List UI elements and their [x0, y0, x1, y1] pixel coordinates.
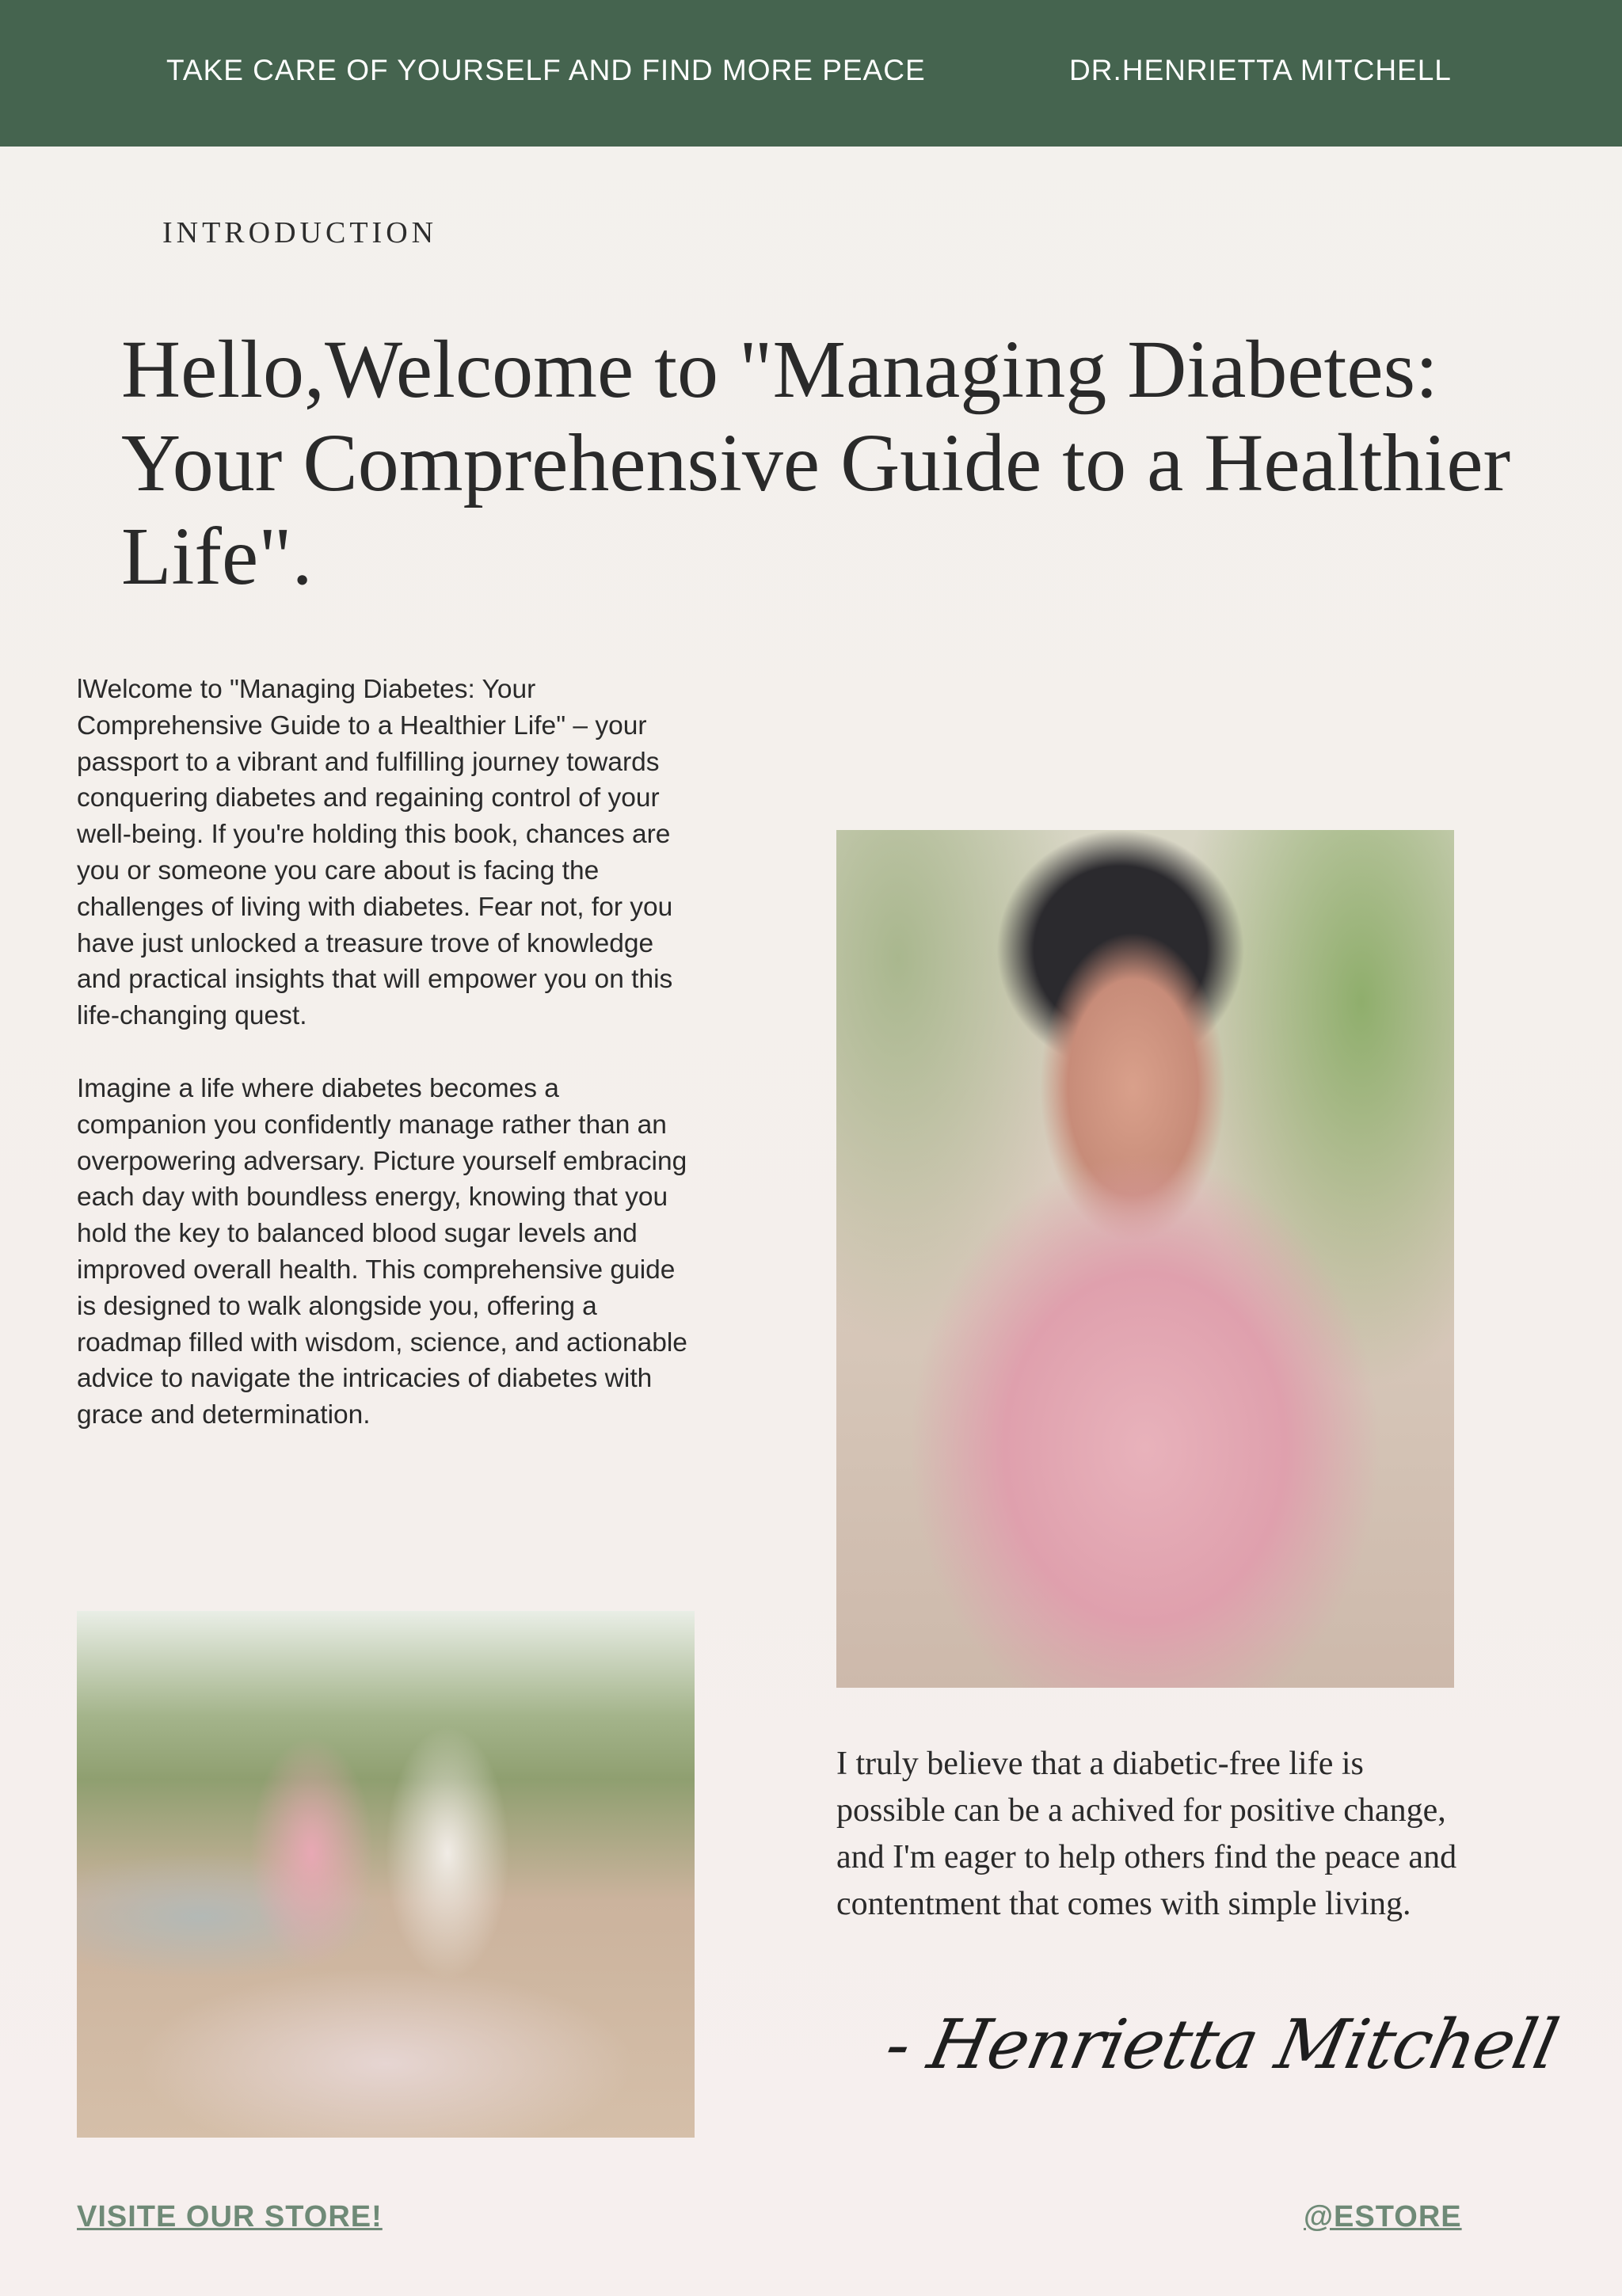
intro-paragraph-2: Imagine a life where diabetes becomes a companion you confidently manage rather than an overpowering adversary. Picture yourself embracing each day with boundless energy, knowing that you hold the key to balanced blood sugar levels and improved overall health. This comprehensive guide is designed to walk alongside you, offering a roadmap filled with wisdom, science, and actionable advice to navigate the intricacies of diabetes with grace and determination.	[77, 1073, 687, 1430]
section-label: INTRODUCTION	[162, 216, 438, 249]
top-banner	[0, 0, 1622, 147]
visit-store-link[interactable]: VISITE OUR STORE!	[77, 2200, 383, 2233]
header-tagline: TAKE CARE OF YOURSELF AND FIND MORE PEACE	[166, 54, 926, 86]
author-quote: I truly believe that a diabetic-free life is possible can be a achived for positive change, and I'm eager to help others find the peace and contentment that comes with simple living.	[836, 1746, 1457, 1922]
family-picnic-photo	[77, 1611, 695, 2138]
store-handle-link[interactable]: @ESTORE	[1304, 2200, 1462, 2233]
header-author-name: DR.HENRIETTA MITCHELL	[1069, 54, 1452, 86]
author-portrait-photo	[836, 830, 1454, 1688]
author-signature: - Henrietta Mitchell	[878, 2005, 1565, 2085]
intro-body	[77, 672, 695, 1470]
page-title: Hello,Welcome to "Managing Diabetes: Your Comprehensive Guide to a Healthier Life".	[121, 324, 1511, 602]
intro-paragraph-1: lWelcome to "Managing Diabetes: Your Comprehensive Guide to a Healthier Life" – your passport to a vibrant and fulfilling journey towards conquering diabetes and regaining control of your well-being. If you're holding this book, chances are you or someone you care about is facing the challenges of living with diabetes. Fear not, for you have just unlocked a treasure trove of knowledge and practical insights that will empower you on this life-changing quest.	[77, 675, 673, 1031]
